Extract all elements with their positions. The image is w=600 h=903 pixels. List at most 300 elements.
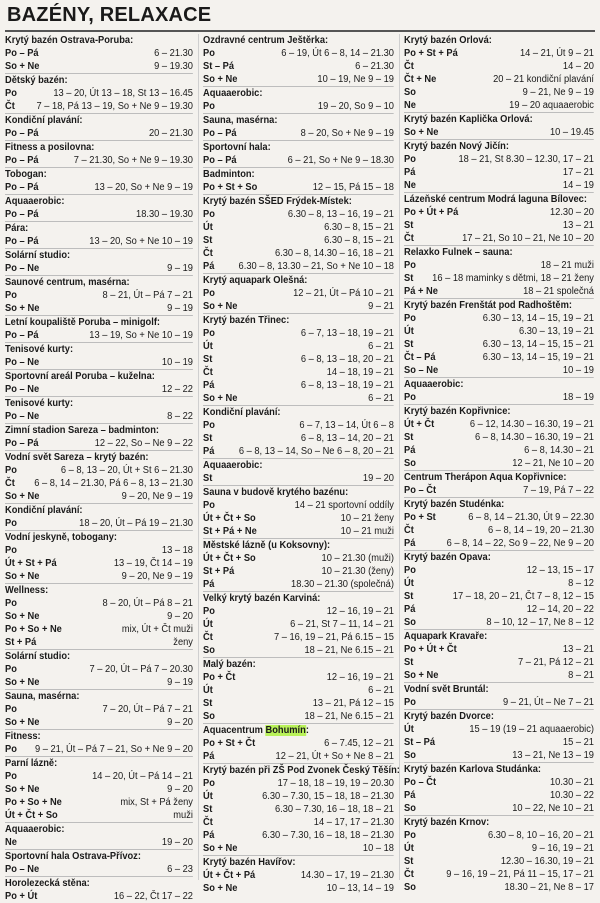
hours-value: 18 – 21, Ne 6.15 – 21 (304, 711, 394, 722)
schedule-row (5, 597, 193, 610)
venue-heading (5, 530, 193, 544)
schedule-row (404, 696, 594, 709)
schedule-row (203, 565, 394, 578)
schedule-row (203, 208, 394, 221)
venue-name: Krytý bazén Orlová: (404, 35, 492, 46)
schedule-row (404, 285, 594, 298)
hours-value: 13 – 19, So + Ne 10 – 19 (89, 330, 193, 341)
schedule-row (404, 842, 594, 855)
schedule-row (5, 703, 193, 716)
hours-value: 10 – 21.30 (ženy) (321, 566, 394, 577)
venue-name: Vodní jeskyně, tobogany: (5, 532, 117, 543)
days-label: So (203, 711, 215, 722)
days-label: Pá (404, 445, 416, 456)
hours-value: 13 – 21 (562, 220, 594, 231)
schedule-row (404, 537, 594, 550)
hours-value: 18 – 19 (562, 392, 594, 403)
hours-value: 18 – 21 muži (540, 260, 594, 271)
hours-value: 9 – 20 (167, 717, 193, 728)
days-label: So + Ne (203, 883, 238, 894)
schedule-row (404, 802, 594, 815)
hours-value: 9 – 21, Út – Pá 7 – 21, So + Ne 9 – 20 (34, 744, 193, 755)
schedule-row (5, 770, 193, 783)
hours-value: 6 – 8, 14.30 – 21 (524, 445, 594, 456)
hours-value: 12 – 16, 19 – 21 (326, 672, 394, 683)
days-label: St + Pá + Ne (203, 526, 257, 537)
venue-name: Parní lázně: (5, 758, 58, 769)
schedule-row (203, 803, 394, 816)
venue-name: Relaxko Fulnek – sauna: (404, 247, 513, 258)
venue-heading (404, 34, 594, 47)
schedule-row (203, 327, 394, 340)
hours-value: 9 – 19 (167, 303, 193, 314)
days-label: Ne (404, 100, 416, 111)
days-label: Út + Čt + Pá (203, 870, 256, 881)
days-label: Po + Út + Pá (404, 207, 459, 218)
hours-value: 15 – 19 (19 – 21 aquaaerobic) (469, 724, 594, 735)
hours-value: 6.30 – 13, 19 – 21 (518, 326, 594, 337)
hours-value: 13 – 21, Pá 12 – 15 (312, 698, 394, 709)
hours-value: 19 – 20 aquaaerobic (509, 100, 594, 111)
schedule-row (203, 340, 394, 353)
hours-value: 7 – 20, Út – Pá 7 – 21 (102, 704, 193, 715)
schedule-row (404, 723, 594, 736)
hours-value: 6 – 8, 13 – 18, 19 – 21 (300, 380, 394, 391)
hours-value: 9 – 20 (167, 784, 193, 795)
venue-heading (203, 273, 394, 287)
days-label: Po – Pá (5, 48, 39, 59)
days-label: Pá (404, 538, 416, 549)
venue-heading (203, 458, 394, 472)
column-divider (399, 34, 400, 880)
days-label: So + Ne (203, 301, 238, 312)
venue-name: Sauna, masérna: (203, 115, 278, 126)
venue-heading (5, 221, 193, 235)
days-label: Po + Čt (203, 672, 236, 683)
hours-value: 20 – 21.30 (148, 128, 193, 139)
venue-name: Solární studio: (5, 651, 71, 662)
hours-value: 8 – 21, Út – Pá 7 – 21 (102, 290, 193, 301)
venue-heading (5, 450, 193, 464)
days-label: Po – Ne (5, 263, 40, 274)
hours-value: 14 – 19 (562, 180, 594, 191)
venue-heading (203, 591, 394, 605)
days-label: Čt (203, 817, 213, 828)
schedule-row (203, 829, 394, 842)
hours-value: 7 – 16, 19 – 21, Pá 6.15 – 15 (273, 632, 394, 643)
venue-name: Krytý bazén SŠED Frýdek-Místek: (203, 196, 352, 207)
schedule-row (5, 477, 193, 490)
days-label: Po (203, 328, 215, 339)
days-label: St (404, 591, 414, 602)
schedule-row (5, 208, 193, 221)
venue-name: Sauna v budově krytého bazénu: (203, 487, 349, 498)
days-label: St + Pá (5, 637, 37, 648)
days-label: Čt – Pá (404, 352, 436, 363)
venue-name: Krytý bazén Kaplička Orlová: (404, 114, 533, 125)
column-1 (5, 34, 193, 903)
days-label: So + Ne (5, 717, 40, 728)
days-label: So + Ne (404, 670, 439, 681)
venue-heading (203, 723, 394, 737)
schedule-row (203, 644, 394, 657)
hours-value: 18 – 21 společná (523, 286, 594, 297)
hours-value: 9 – 19.30 (154, 61, 193, 72)
days-label: So (404, 750, 416, 761)
venue-name: Aquapark Kravaře: (404, 631, 488, 642)
schedule-row (5, 557, 193, 570)
schedule-row (203, 552, 394, 565)
highlighted-town: Bohumín (265, 725, 306, 736)
hours-value: 12 – 21, Út + So + Ne 8 – 21 (275, 751, 394, 762)
schedule-row (203, 525, 394, 538)
schedule-row (404, 855, 594, 868)
days-label: Po – Pá (5, 128, 39, 139)
days-label: So (404, 882, 416, 893)
schedule-row (404, 60, 594, 73)
hours-value: 17 – 18, 18 – 19, 19 – 20.30 (277, 778, 394, 789)
schedule-row (203, 154, 394, 167)
venue-name: Velký krytý bazén Karviná: (203, 593, 321, 604)
venue-name: Aquaaerobic: (404, 379, 464, 390)
schedule-row (404, 829, 594, 842)
schedule-row (404, 616, 594, 629)
schedule-row (404, 564, 594, 577)
schedule-row (404, 656, 594, 669)
venue-name: Aquaaerobic: (203, 88, 263, 99)
days-label: Po + St + Pá (404, 48, 458, 59)
days-label: St (404, 339, 414, 350)
venue-name: Horolezecká stěna: (5, 878, 90, 889)
schedule-row (5, 517, 193, 530)
hours-value: 9 – 21 (368, 301, 394, 312)
venue-name: Aquaaerobic: (5, 824, 65, 835)
schedule-row (203, 578, 394, 591)
hours-value: 6.30 – 7.30, 15 – 18, 18 – 21.30 (262, 791, 394, 802)
days-label: So (203, 645, 215, 656)
venue-name: Aquacentrum Bohumín: (203, 725, 309, 736)
hours-value: 17 – 21, So 10 – 21, Ne 10 – 20 (462, 233, 594, 244)
hours-value: 6.30 – 13, 14 – 15, 15 – 21 (482, 339, 594, 350)
days-label: Po (5, 771, 17, 782)
venue-heading (5, 649, 193, 663)
schedule-row (5, 544, 193, 557)
schedule-row (5, 154, 193, 167)
days-label: So + Ne (5, 61, 40, 72)
schedule-row (404, 259, 594, 272)
hours-value: 18 – 21, Ne 6.15 – 21 (304, 645, 394, 656)
days-label: Ne (5, 837, 17, 848)
hours-value: 10 – 21 ženy (340, 513, 394, 524)
days-label: Po + St + Čt (203, 738, 256, 749)
hours-value: 10 – 19 (161, 357, 193, 368)
venue-heading (5, 503, 193, 517)
schedule-row (404, 736, 594, 749)
hours-value: 8 – 12 (568, 578, 594, 589)
schedule-row (404, 577, 594, 590)
venue-heading (203, 194, 394, 208)
venue-heading (5, 248, 193, 262)
schedule-row (5, 356, 193, 369)
days-label: St (203, 354, 213, 365)
days-label: Po (5, 290, 17, 301)
venue-name: Sportovní hala Ostrava-Přívoz: (5, 851, 141, 862)
schedule-row (5, 490, 193, 503)
schedule-row (203, 605, 394, 618)
days-label: Po + So + Ne (5, 624, 62, 635)
days-label: Po + Út (5, 891, 38, 902)
hours-value: 9 – 21, Ne 9 – 19 (522, 87, 594, 98)
days-label: Po – Pá (5, 209, 39, 220)
days-label: Pá (203, 380, 215, 391)
hours-value: 14 – 17, 17 – 21.30 (313, 817, 394, 828)
days-label: Čt (203, 248, 213, 259)
hours-value: 9 – 20, Ne 9 – 19 (121, 571, 193, 582)
hours-value: 10.30 – 22 (549, 790, 594, 801)
hours-value: 12.30 – 20 (549, 207, 594, 218)
venue-name: Krytý bazén Krnov: (404, 817, 490, 828)
schedule-row (5, 716, 193, 729)
venue-heading (5, 34, 193, 47)
venue-heading (203, 855, 394, 869)
hours-value: 9 – 21, Út – Ne 7 – 21 (502, 697, 594, 708)
venue-name: Vodní svět Sareza – krytý bazén: (5, 452, 149, 463)
schedule-row (404, 219, 594, 232)
hours-value: 12 – 15, Pá 15 – 18 (312, 182, 394, 193)
hours-value: 9 – 20 (167, 611, 193, 622)
schedule-row (203, 882, 394, 895)
hours-value: 19 – 20 (362, 473, 394, 484)
venue-name: Krytý bazén Kopřivnice: (404, 406, 511, 417)
days-label: Čt (404, 525, 414, 536)
venue-heading (5, 822, 193, 836)
days-label: Út (404, 843, 414, 854)
schedule-row (203, 100, 394, 113)
days-label: Po – Pá (5, 438, 39, 449)
days-label: Pá (203, 579, 215, 590)
days-label: So + Ne (203, 74, 238, 85)
schedule-row (404, 457, 594, 470)
hours-value: 6.30 – 8, 14.30 – 16, 18 – 21 (275, 248, 394, 259)
schedule-row (404, 590, 594, 603)
hours-value: 6 – 7, 13 – 18, 19 – 21 (300, 328, 394, 339)
hours-value: 17 – 18, 20 – 21, Čt 7 – 8, 12 – 15 (452, 591, 594, 602)
venue-heading (404, 550, 594, 564)
days-label: Út + Čt + So (5, 810, 58, 821)
hours-value: 14 – 20 (562, 61, 594, 72)
schedule-row (5, 410, 193, 423)
days-label: St (404, 273, 414, 284)
schedule-row (203, 631, 394, 644)
venue-heading (5, 876, 193, 890)
hours-value: 10 – 22, Ne 10 – 21 (512, 803, 594, 814)
venue-name: Sportovní areál Poruba – kuželna: (5, 371, 155, 382)
days-label: Pá (203, 751, 215, 762)
venue-name: Krytý bazén Karlova Studánka: (404, 764, 541, 775)
hours-value: muži (173, 810, 193, 821)
hours-value: 7 – 19, Pá 7 – 22 (523, 485, 594, 496)
hours-value: 13 – 20, Út 13 – 18, St 13 – 16.45 (53, 88, 193, 99)
hours-value: 18 – 21, St 8.30 – 12.30, 17 – 21 (458, 154, 594, 165)
days-label: Po (5, 545, 17, 556)
venue-name: Badminton: (203, 169, 255, 180)
hours-value: 6.30 – 13, 14 – 15, 19 – 21 (482, 313, 594, 324)
days-label: St (203, 473, 213, 484)
venue-name: Krytý bazén Studénka: (404, 499, 505, 510)
hours-value: 6 – 7, 13 – 14, Út 6 – 8 (299, 420, 394, 431)
venue-heading (404, 139, 594, 153)
hours-value: 8 – 20, Út – Pá 8 – 21 (102, 598, 193, 609)
days-label: Po (203, 209, 215, 220)
schedule-row (203, 73, 394, 86)
hours-value: 12 – 13, 15 – 17 (526, 565, 594, 576)
hours-value: 9 – 19 (167, 263, 193, 274)
days-label: Ne (404, 180, 416, 191)
hours-value: 6 – 8, 14.30 – 16.30, 19 – 21 (475, 432, 594, 443)
days-label: Pá (404, 167, 416, 178)
schedule-row (203, 816, 394, 829)
hours-value: 7 – 18, Pá 13 – 19, So + Ne 9 – 19.30 (36, 101, 193, 112)
venue-heading (5, 194, 193, 208)
days-label: Po (404, 565, 416, 576)
schedule-row (203, 684, 394, 697)
days-label: Po – Pá (203, 155, 237, 166)
days-label: St – Pá (404, 737, 436, 748)
schedule-row (5, 47, 193, 60)
title-rule (5, 30, 595, 32)
days-label: Po (203, 778, 215, 789)
column-divider (198, 34, 199, 880)
days-label: Po (203, 288, 215, 299)
days-label: Po (203, 500, 215, 511)
hours-value: 6 – 8, 13 – 18, 20 – 21 (300, 354, 394, 365)
hours-value: 13 – 18 (161, 545, 193, 556)
days-label: Pá + Ne (404, 286, 438, 297)
venue-heading (203, 86, 394, 100)
schedule-row (404, 444, 594, 457)
hours-value: 7 – 21.30, So + Ne 9 – 19.30 (73, 155, 193, 166)
days-label: Pá (203, 446, 215, 457)
schedule-row (404, 153, 594, 166)
schedule-row (203, 697, 394, 710)
schedule-row (203, 432, 394, 445)
hours-value: 13 – 20, So + Ne 10 – 19 (89, 236, 193, 247)
schedule-row (5, 890, 193, 903)
venue-name: Kondiční plavání: (5, 505, 83, 516)
hours-value: 6 – 21.30 (355, 61, 394, 72)
venue-name: Tobogan: (5, 169, 47, 180)
venue-name: Ozdravné centrum Ještěrka: (203, 35, 329, 46)
schedule-row (404, 881, 594, 894)
venue-heading (5, 113, 193, 127)
schedule-row (203, 379, 394, 392)
hours-value: mix, Út + Čt muži (121, 624, 193, 635)
schedule-row (404, 418, 594, 431)
hours-value: 20 – 21 kondiční plavání (493, 74, 594, 85)
hours-value: 6 – 23 (167, 864, 193, 875)
hours-value: 14.30 – 17, 19 – 21.30 (300, 870, 394, 881)
schedule-row (404, 776, 594, 789)
hours-value: 6 – 8, 14 – 19, 20 – 21.30 (487, 525, 594, 536)
venue-name: Letní koupaliště Poruba – minigolf: (5, 317, 161, 328)
schedule-row (5, 743, 193, 756)
venue-heading (203, 763, 400, 777)
schedule-row (5, 60, 193, 73)
venue-heading (404, 709, 594, 723)
days-label: Po (404, 313, 416, 324)
days-label: Út + St + Pá (5, 558, 57, 569)
schedule-row (203, 512, 394, 525)
days-label: Po + St (404, 512, 436, 523)
hours-value: 7 – 20, Út – Pá 7 – 20.30 (89, 664, 193, 675)
column-2 (203, 34, 400, 895)
days-label: Po + St + So (203, 182, 258, 193)
venue-name: Krytý bazén při ZŠ Pod Zvonek Český Těšín: (203, 765, 400, 776)
venue-heading (404, 298, 594, 312)
schedule-row (203, 287, 394, 300)
days-label: St + Pá (203, 566, 235, 577)
days-label: Po – Pá (203, 128, 237, 139)
schedule-row (5, 127, 193, 140)
schedule-row (203, 445, 394, 458)
days-label: Út (404, 326, 414, 337)
schedule-row (404, 312, 594, 325)
days-label: Út + Čt + So (203, 513, 256, 524)
schedule-row (5, 289, 193, 302)
schedule-row (203, 499, 394, 512)
venue-heading (5, 140, 193, 154)
days-label: Po – Ne (5, 864, 40, 875)
days-label: Po (5, 704, 17, 715)
hours-value: 6 – 8, 14 – 21.30, Pá 6 – 8, 13 – 21.30 (34, 478, 193, 489)
schedule-row (404, 99, 594, 112)
hours-value: 10 – 21 muži (340, 526, 394, 537)
venue-heading (203, 405, 394, 419)
hours-value: 6 – 21, So + Ne 9 – 18.30 (287, 155, 394, 166)
days-label: Čt (203, 632, 213, 643)
schedule-row (5, 235, 193, 248)
schedule-row (5, 570, 193, 583)
hours-value: 6 – 7.45, 12 – 21 (324, 738, 394, 749)
schedule-row (203, 260, 394, 273)
venue-heading (203, 485, 394, 499)
venue-heading (5, 275, 193, 289)
hours-value: 10 – 21.30 (muži) (321, 553, 394, 564)
hours-value: 12 – 22, So – Ne 9 – 22 (94, 438, 193, 449)
schedule-row (203, 392, 394, 405)
venue-heading (404, 497, 594, 511)
venue-heading (5, 369, 193, 383)
venue-name: Sportovní hala: (203, 142, 271, 153)
page-title: BAZÉNY, RELAXACE (7, 4, 212, 26)
schedule-row (203, 221, 394, 234)
hours-value: 12 – 22 (161, 384, 193, 395)
hours-value: 12 – 21, Út – Pá 10 – 21 (293, 288, 394, 299)
days-label: Po – Pá (5, 155, 39, 166)
venue-heading (5, 756, 193, 770)
days-label: So + Ne (203, 393, 238, 404)
days-label: St (203, 235, 213, 246)
schedule-row (203, 181, 394, 194)
days-label: Út (203, 222, 213, 233)
days-label: Po (404, 260, 416, 271)
hours-value: 10.30 – 21 (549, 777, 594, 788)
schedule-row (5, 329, 193, 342)
days-label: So + Ne (5, 784, 40, 795)
schedule-row (404, 603, 594, 616)
venue-name: Zimní stadion Sareza – badminton: (5, 425, 159, 436)
hours-value: 13 – 21 (562, 644, 594, 655)
